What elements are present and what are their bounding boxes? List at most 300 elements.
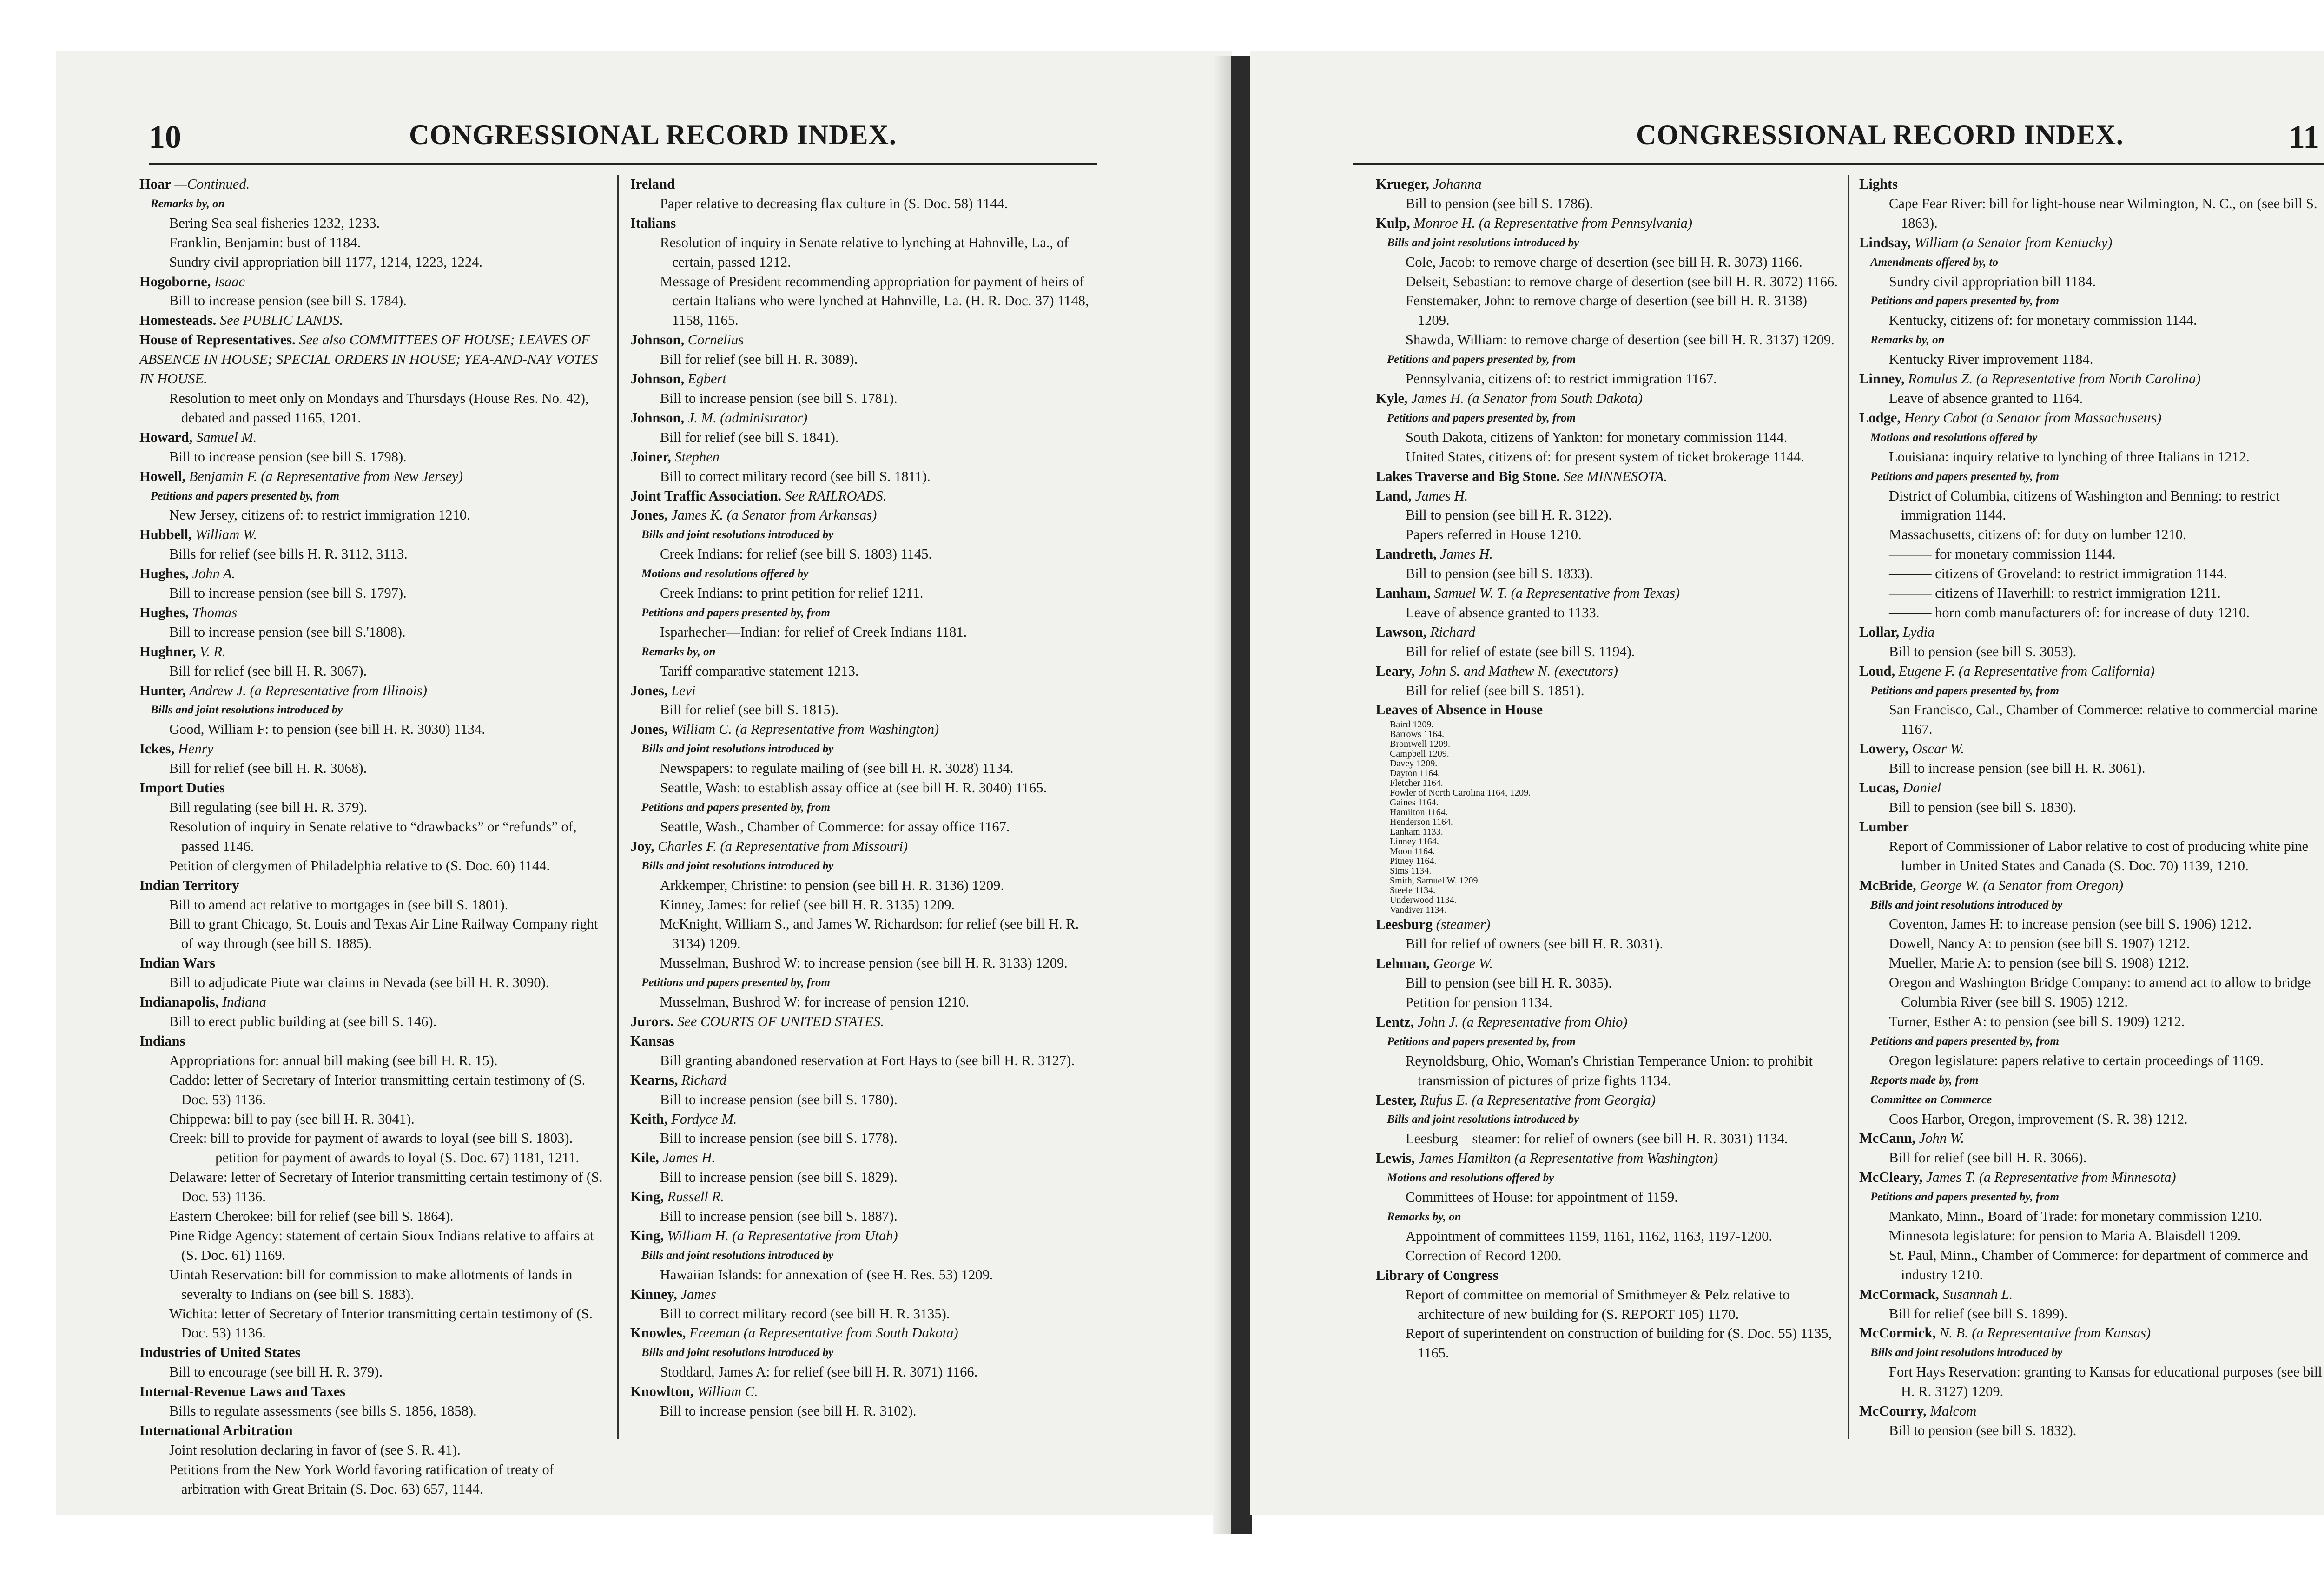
index-entry xyxy=(139,330,609,428)
entry-line: Hawaiian Islands: for annexation of (see H. Res. 53) 1209. xyxy=(660,1266,993,1283)
entry-heading xyxy=(630,1032,1100,1051)
subheading: Bills and joint resolutions introduced by xyxy=(641,1346,834,1359)
entry-line: Petition for pension 1134. xyxy=(1406,995,1552,1010)
entry-line: Oregon legislature: papers relative to certain proceedings of 1169. xyxy=(1889,1052,2264,1068)
entry-line: Seattle, Wash., Chamber of Commerce: for assay office 1167. xyxy=(660,818,1010,835)
entry-line: McKnight, William S., and James W. Richardson: for relief (see bill H. R. 3134) 1209. xyxy=(660,916,1079,952)
header-rule xyxy=(149,163,1097,165)
index-entry xyxy=(1376,175,1845,214)
entry-heading xyxy=(630,681,1100,701)
subheading: Amendments offered by, to xyxy=(1870,256,1998,269)
entry-heading xyxy=(1859,739,2324,759)
entry-heading xyxy=(139,311,609,330)
entry-descriptor: James T. (a Representative from Minnesota) xyxy=(1926,1169,2176,1186)
entry-descriptor: James H. (a Senator from South Dakota) xyxy=(1411,390,1643,406)
entry-line: St. Paul, Minn., Chamber of Commerce: for department of commerce and industry 1210. xyxy=(1889,1247,2308,1283)
entry-line: New Jersey, citizens of: to restrict immigration 1210. xyxy=(169,507,470,523)
subheading: Petitions and papers presented by, from xyxy=(1870,1191,2060,1204)
entry-name: Kearns, xyxy=(630,1072,678,1088)
entry-line: Bill to pension (see bill S. 3053). xyxy=(1889,643,2077,659)
entry-heading xyxy=(139,467,609,487)
book-spine xyxy=(1231,56,1252,1534)
entry-heading xyxy=(1859,1324,2324,1343)
index-entry xyxy=(1859,1285,2324,1324)
entry-line: Stoddard, James A: for relief (see bill H. R. 3071) 1166. xyxy=(660,1364,978,1380)
entry-heading xyxy=(139,272,609,292)
entry-heading xyxy=(1859,369,2324,389)
entry-line: Bill to grant Chicago, St. Louis and Texas Air Line Railway Company right of way through (see bill S. 1885). xyxy=(169,916,598,952)
entry-line: Fort Hays Reservation: granting to Kansas for educational purposes (see bill H. R. 3127) 1209. xyxy=(1889,1364,2322,1400)
entry-line: Bill to pension (see bill S. 1832). xyxy=(1889,1423,2077,1438)
leave-item: Linney 1164. xyxy=(1390,837,1439,847)
entry-line: Resolution of inquiry in Senate relative to lynching at Hahnville, La., of certain, passed 1212. xyxy=(660,234,1069,270)
leave-item: Davey 1209. xyxy=(1390,758,1438,769)
entry-name: Lowery, xyxy=(1859,741,1908,757)
index-entry xyxy=(1376,467,1845,487)
entry-heading xyxy=(1376,467,1845,487)
entry-name: Indian Territory xyxy=(139,877,239,893)
leave-item: Baird 1209. xyxy=(1390,719,1434,730)
index-entry xyxy=(1376,623,1845,662)
entry-line: Petitions from the New York World favoring ratification of treaty of arbitration with Great Britain (S. Doc. 63) 657, 1144. xyxy=(169,1461,554,1497)
entry-descriptor: See COURTS OF UNITED STATES. xyxy=(677,1013,884,1029)
entry-line: Kinney, James: for relief (see bill H. R. 3135) 1209. xyxy=(660,896,955,913)
entry-heading xyxy=(139,739,609,759)
entry-descriptor: Charles F. (a Representative from Missouri) xyxy=(658,838,908,854)
entry-line: Report of committee on memorial of Smithmeyer & Pelz relative to architecture of new building for (S. REPORT 105) 1170. xyxy=(1406,1286,1790,1322)
index-entry xyxy=(139,467,609,526)
entry-name: Lucas, xyxy=(1859,780,1899,796)
subheading: Motions and resolutions offered by xyxy=(641,567,809,580)
entry-descriptor: John A. xyxy=(192,566,236,582)
entry-heading xyxy=(1376,545,1845,564)
index-entry xyxy=(630,1032,1100,1071)
entry-heading xyxy=(630,1110,1100,1129)
entry-line: Caddo: letter of Secretary of Interior transmitting certain testimony of (S. Doc. 53) 1136. xyxy=(169,1072,586,1107)
entry-descriptor: Rufus E. (a Representative from Georgia) xyxy=(1420,1092,1656,1108)
index-entry xyxy=(139,1032,609,1344)
subheading: Remarks by, on xyxy=(151,197,225,210)
entry-name: Italians xyxy=(630,215,676,231)
index-entry xyxy=(1859,233,2324,369)
subheading: Bills and joint resolutions introduced by xyxy=(1870,1346,2063,1359)
entry-name: Johnson, xyxy=(630,371,685,387)
entry-line: Cole, Jacob: to remove charge of desertion (see bill H. R. 3073) 1166. xyxy=(1406,254,1802,270)
subheading: Petitions and papers presented by, from xyxy=(1387,1035,1576,1048)
entry-heading xyxy=(630,1187,1100,1207)
entry-name: Howard, xyxy=(139,429,193,445)
index-entry xyxy=(1376,545,1845,584)
entry-descriptor: Samuel M. xyxy=(196,429,257,445)
index-entry xyxy=(1376,1149,1845,1265)
entry-name: Lodge, xyxy=(1859,409,1901,426)
entry-name: Lollar, xyxy=(1859,624,1900,640)
entry-line: Bill for relief (see bill S. 1815). xyxy=(660,702,839,718)
entry-line: Musselman, Bushrod W: to increase pension (see bill H. R. 3133) 1209. xyxy=(660,955,1068,971)
entry-name: McCormick, xyxy=(1859,1325,1936,1341)
index-entry xyxy=(1859,876,2324,1129)
entry-heading xyxy=(139,428,609,448)
entry-heading xyxy=(139,778,609,798)
index-entry xyxy=(139,428,609,467)
index-entry xyxy=(139,1382,609,1421)
entry-heading xyxy=(1376,1091,1845,1110)
index-entry xyxy=(630,330,1100,369)
entry-line: Bills to regulate assessments (see bills S. 1856, 1858). xyxy=(169,1403,477,1419)
entry-line: ——— horn comb manufacturers of: for increase of duty 1210. xyxy=(1889,604,2250,620)
index-entry xyxy=(139,525,609,564)
index-entry xyxy=(630,1110,1100,1149)
entry-descriptor: Monroe H. (a Representative from Pennsylvania) xyxy=(1413,215,1693,231)
entry-line: Bill for relief of owners (see bill H. R. 3031). xyxy=(1406,936,1663,952)
entry-line: Bill granting abandoned reservation at Fort Hays to (see bill H. R. 3127). xyxy=(660,1052,1075,1068)
entry-descriptor: See MINNESOTA. xyxy=(1563,468,1667,484)
entry-descriptor: Lydia xyxy=(1902,624,1935,640)
entry-name: Land, xyxy=(1376,487,1412,504)
entry-name: Industries of United States xyxy=(139,1344,301,1361)
entry-line: Bill to increase pension (see bill S. 1829). xyxy=(660,1169,898,1186)
subheading: Motions and resolutions offered by xyxy=(1870,431,2038,444)
entry-line: Bill to pension (see bill S. 1786). xyxy=(1406,195,1593,211)
entry-line: District of Columbia, citizens of Washington and Benning: to restrict immigration 1144. xyxy=(1889,487,2280,523)
entry-name: Library of Congress xyxy=(1376,1267,1499,1283)
index-entry xyxy=(1859,408,2324,623)
index-entry xyxy=(630,487,1100,506)
entry-line: ——— citizens of Haverhill: to restrict immigration 1211. xyxy=(1889,585,2221,601)
entry-line: Bill for relief of estate (see bill S. 1194). xyxy=(1406,643,1635,659)
subheading: Petitions and papers presented by, from xyxy=(1387,353,1576,366)
entry-line: Bill for relief (see bill S. 1899). xyxy=(1889,1305,2068,1322)
index-entry xyxy=(139,1343,609,1382)
index-entry xyxy=(630,214,1100,330)
entry-name: Loud, xyxy=(1859,663,1895,679)
index-entry xyxy=(1859,662,2324,740)
entry-descriptor: Susannah L. xyxy=(1942,1286,2013,1302)
entry-line: Message of President recommending appropriation for payment of heirs of certain Italians who were lynched at Hahnville, La. (H. R. Doc. 37) 1148, 1158, 1165. xyxy=(660,273,1089,329)
subheading: Petitions and papers presented by, from xyxy=(641,606,831,619)
entry-line: Bills for relief (see bills H. R. 3112, 3113. xyxy=(169,546,408,562)
entry-descriptor: —Continued. xyxy=(174,176,250,192)
entry-line: Bill for relief (see bill H. R. 3089). xyxy=(660,351,858,368)
entry-descriptor: William C. xyxy=(697,1383,758,1400)
leave-item: Sims 1134. xyxy=(1390,866,1432,876)
entry-name: Hunter, xyxy=(139,682,186,698)
entry-line: Massachusetts, citizens of: for duty on lumber 1210. xyxy=(1889,527,2186,543)
entry-name: Lewis, xyxy=(1376,1150,1415,1166)
entry-line: Bill to amend act relative to mortgages in (see bill S. 1801). xyxy=(169,896,508,913)
entry-line: Bering Sea seal fisheries 1232, 1233. xyxy=(169,215,380,231)
leave-item: Gaines 1164. xyxy=(1390,797,1439,808)
leave-item: Fletcher 1164. xyxy=(1390,778,1443,789)
entry-descriptor: Daniel xyxy=(1902,780,1941,796)
index-entry xyxy=(1859,623,2324,662)
entry-heading xyxy=(1376,915,1845,935)
entry-name: Hubbell, xyxy=(139,527,192,543)
entry-line: San Francisco, Cal., Chamber of Commerce: relative to commercial marine 1167. xyxy=(1889,702,2317,738)
index-column xyxy=(1376,175,1845,1363)
entry-name: International Arbitration xyxy=(139,1423,293,1438)
entry-name: Hughes, xyxy=(139,604,189,620)
entry-name: Leaves of Absence in House xyxy=(1376,702,1543,718)
entry-heading xyxy=(139,642,609,662)
entry-name: Jones, xyxy=(630,682,668,698)
index-entry xyxy=(630,837,1100,1012)
entry-descriptor: Cornelius xyxy=(687,332,744,348)
entry-line: Bill to increase pension (see bill S. 1797). xyxy=(169,585,407,601)
index-entry xyxy=(1859,1324,2324,1402)
entry-descriptor: See also COMMITTEES OF HOUSE; LEAVES OF ABSENCE IN HOUSE; SPECIAL ORDERS IN HOUSE; YEA-AND-NAY VOTES IN HOUSE. xyxy=(139,332,598,387)
entry-heading xyxy=(630,487,1100,506)
index-entry xyxy=(1859,1168,2324,1284)
subheading: Petitions and papers presented by, from xyxy=(1870,684,2060,697)
entry-heading xyxy=(1376,389,1845,408)
entry-descriptor: James H. xyxy=(662,1150,715,1166)
entry-line: Cape Fear River: bill for light-house near Wilmington, N. C., on (see bill S. 1863). xyxy=(1889,195,2317,231)
entry-heading xyxy=(630,720,1100,739)
index-entry xyxy=(630,1148,1100,1187)
entry-descriptor: (steamer) xyxy=(1436,916,1491,933)
entry-descriptor: William H. (a Representative from Utah) xyxy=(667,1227,898,1244)
entry-name: Lumber xyxy=(1859,818,1909,835)
entry-heading xyxy=(139,525,609,545)
entry-line: Pennsylvania, citizens of: to restrict immigration 1167. xyxy=(1406,371,1717,387)
entry-line: Bill to encourage (see bill H. R. 379). xyxy=(169,1364,383,1380)
entry-descriptor: Egbert xyxy=(687,371,726,387)
entry-name: Kile, xyxy=(630,1150,659,1166)
subheading: Remarks by, on xyxy=(641,645,716,658)
entry-heading xyxy=(1859,1168,2324,1187)
entry-line: Delaware: letter of Secretary of Interior transmitting certain testimony of (S. Doc. 53) 1136. xyxy=(169,1169,603,1205)
entry-descriptor: Henry xyxy=(178,741,214,757)
right-page-header xyxy=(1353,74,2324,163)
index-column xyxy=(630,175,1100,1421)
entry-name: Lester, xyxy=(1376,1092,1417,1108)
entry-name: Lanham, xyxy=(1376,585,1431,601)
subheading: Bills and joint resolutions introduced by xyxy=(1387,236,1579,249)
entry-descriptor: V. R. xyxy=(199,643,226,659)
entry-descriptor: Thomas xyxy=(192,604,238,620)
entry-line: Good, William F: to pension (see bill H. R. 3030) 1134. xyxy=(169,721,485,738)
entry-line: Leesburg—steamer: for relief of owners (see bill H. R. 3031) 1134. xyxy=(1406,1131,1788,1147)
entry-line: Creek Indians: for relief (see bill S. 1803) 1145. xyxy=(660,546,932,562)
entry-name: Joiner, xyxy=(630,448,671,465)
entry-line: Leave of absence granted to 1133. xyxy=(1406,604,1600,620)
entry-descriptor: Richard xyxy=(681,1072,727,1088)
index-entry xyxy=(1859,778,2324,817)
entry-heading xyxy=(1376,1013,1845,1032)
entry-heading xyxy=(1859,1402,2324,1421)
entry-line: Bill to increase pension (see bill H. R. 3061). xyxy=(1889,760,2146,777)
entry-line: Sundry civil appropriation bill 1184. xyxy=(1889,273,2096,290)
entry-name: Indianapolis, xyxy=(139,994,219,1010)
entry-name: Joy, xyxy=(630,838,654,854)
entry-name: Kinney, xyxy=(630,1286,677,1302)
entry-line: Bill for relief (see bill H. R. 3068). xyxy=(169,760,367,777)
index-entry xyxy=(630,1382,1100,1421)
entry-line: Bill to erect public building at (see bill S. 146). xyxy=(169,1013,437,1029)
entry-name: Knowles, xyxy=(630,1325,686,1341)
page-title: CONGRESSIONAL RECORD INDEX. xyxy=(1636,119,2124,150)
entry-descriptor: John W. xyxy=(1919,1130,1964,1146)
entry-line: United States, citizens of: for present system of ticket brokerage 1144. xyxy=(1406,448,1804,465)
index-entry xyxy=(1376,1266,1845,1363)
entry-line: Isparhecher—Indian: for relief of Creek Indians 1181. xyxy=(660,624,967,640)
entry-name: Lehman, xyxy=(1376,955,1430,972)
entry-name: Joint Traffic Association. xyxy=(630,487,782,504)
entry-line: Bill regulating (see bill H. R. 379). xyxy=(169,799,368,815)
entry-name: Kulp, xyxy=(1376,215,1410,231)
entry-line: Franklin, Benjamin: bust of 1184. xyxy=(169,234,361,250)
index-column xyxy=(1859,175,2324,1441)
index-entry xyxy=(1859,817,2324,876)
index-entry xyxy=(1859,1402,2324,1441)
entry-line: Resolution to meet only on Mondays and Thursdays (House Res. No. 42), debated and passed 1165, 1201. xyxy=(169,390,589,426)
entry-name: Johnson, xyxy=(630,332,685,348)
entry-descriptor: Johanna xyxy=(1433,176,1482,192)
entry-heading xyxy=(630,214,1100,233)
index-entry xyxy=(139,1421,609,1499)
index-entry xyxy=(1376,389,1845,467)
entry-name: Ickes, xyxy=(139,741,175,757)
entry-descriptor: Romulus Z. (a Representative from North Carolina) xyxy=(1908,371,2201,387)
index-entry xyxy=(1859,369,2324,408)
entry-name: House of Representatives. xyxy=(139,332,296,348)
entry-name: Keith, xyxy=(630,1111,668,1127)
entry-heading xyxy=(1859,233,2324,253)
entry-line: Bill to increase pension (see bill H. R. 3102). xyxy=(660,1403,917,1419)
entry-line: Arkkemper, Christine: to pension (see bill H. R. 3136) 1209. xyxy=(660,877,1004,893)
entry-line: Sundry civil appropriation bill 1177, 1214, 1223, 1224. xyxy=(169,254,483,270)
entry-line: Kentucky, citizens of: for monetary commission 1144. xyxy=(1889,312,2197,329)
entry-heading xyxy=(1376,584,1845,603)
entry-line: Bill for relief (see bill S. 1841). xyxy=(660,429,839,445)
index-entry xyxy=(139,876,609,954)
entry-name: Lakes Traverse and Big Stone. xyxy=(1376,468,1560,484)
entry-heading xyxy=(630,506,1100,525)
leave-item: Moon 1164. xyxy=(1390,846,1435,857)
subheading: Bills and joint resolutions introduced by xyxy=(151,704,343,717)
entry-heading xyxy=(139,681,609,701)
entry-name: Import Duties xyxy=(139,780,225,796)
leave-item: Steele 1134. xyxy=(1390,885,1436,896)
column-divider xyxy=(1848,175,1849,1439)
entry-name: Krueger, xyxy=(1376,176,1429,192)
index-entry xyxy=(1376,700,1845,915)
leave-item: Hamilton 1164. xyxy=(1390,807,1448,818)
entry-descriptor: William W. xyxy=(195,527,257,543)
leave-item: Underwood 1134. xyxy=(1390,895,1457,906)
entry-line: ——— for monetary commission 1144. xyxy=(1889,546,2116,562)
entry-heading xyxy=(1859,662,2324,681)
entry-heading xyxy=(139,876,609,896)
entry-heading xyxy=(139,954,609,973)
index-column xyxy=(139,175,609,1499)
entry-descriptor: Andrew J. (a Representative from Illinois) xyxy=(189,682,427,698)
subheading: Bills and joint resolutions introduced by xyxy=(641,1249,834,1262)
entry-name: Indians xyxy=(139,1033,185,1049)
entry-line: Appropriations for: annual bill making (see bill H. R. 15). xyxy=(169,1052,498,1068)
entry-line: Shawda, William: to remove charge of desertion (see bill H. R. 3137) 1209. xyxy=(1406,332,1835,348)
entry-descriptor: Stephen xyxy=(674,448,720,465)
entry-name: Kyle, xyxy=(1376,390,1408,406)
entry-heading xyxy=(1859,876,2324,896)
entry-heading xyxy=(630,1324,1100,1343)
entry-line: Mankato, Minn., Board of Trade: for monetary commission 1210. xyxy=(1889,1208,2263,1225)
entry-heading xyxy=(1376,954,1845,974)
entry-heading xyxy=(139,175,609,194)
entry-heading xyxy=(630,448,1100,467)
entry-line: Tariff comparative statement 1213. xyxy=(660,663,859,679)
entry-heading xyxy=(139,330,609,389)
entry-heading xyxy=(1859,623,2324,642)
index-entry xyxy=(139,954,609,993)
entry-name: McCleary, xyxy=(1859,1169,1923,1186)
entry-descriptor: Henry Cabot (a Senator from Massachusetts) xyxy=(1904,409,2162,426)
entry-descriptor: William (a Senator from Kentucky) xyxy=(1914,234,2113,250)
page-title: CONGRESSIONAL RECORD INDEX. xyxy=(409,119,897,150)
entry-heading xyxy=(630,330,1100,350)
leave-item: Campbell 1209. xyxy=(1390,749,1449,759)
entry-heading xyxy=(1859,1285,2324,1304)
leave-item: Barrows 1164. xyxy=(1390,729,1445,740)
entry-line: Bill to correct military record (see bill S. 1811). xyxy=(660,468,931,484)
subheading: Reports made by, from xyxy=(1870,1074,1979,1087)
entry-line: Petition of clergymen of Philadelphia relative to (S. Doc. 60) 1144. xyxy=(169,857,550,874)
entry-descriptor: See PUBLIC LANDS. xyxy=(219,312,343,329)
entry-line: Committees of House: for appointment of 1159. xyxy=(1406,1189,1678,1205)
entry-line: Bill for relief (see bill H. R. 3067). xyxy=(169,663,367,679)
entry-line: Coos Harbor, Oregon, improvement (S. R. 38) 1212. xyxy=(1889,1111,2188,1127)
entry-line: Creek Indians: to print petition for relief 1211. xyxy=(660,585,924,601)
entry-name: Ireland xyxy=(630,176,675,192)
entry-descriptor: James H. xyxy=(1440,546,1493,562)
entry-line: Delseit, Sebastian: to remove charge of desertion (see bill H. R. 3072) 1166. xyxy=(1406,273,1838,290)
index-entry xyxy=(139,272,609,311)
entry-line: Bill to increase pension (see bill S.'1808). xyxy=(169,624,406,640)
index-entry xyxy=(630,1285,1100,1324)
entry-heading xyxy=(630,175,1100,194)
entry-line: Bill to increase pension (see bill S. 1784). xyxy=(169,293,407,309)
index-entry xyxy=(139,739,609,778)
index-entry xyxy=(139,778,609,876)
index-entry xyxy=(139,681,609,740)
entry-heading xyxy=(1376,175,1845,194)
index-entry xyxy=(1376,214,1845,389)
entry-heading xyxy=(1376,700,1845,720)
entry-heading xyxy=(630,837,1100,856)
entry-line: Creek: bill to provide for payment of awards to loyal (see bill S. 1803). xyxy=(169,1130,573,1146)
entry-descriptor: Benjamin F. (a Representative from New Jersey) xyxy=(189,468,463,484)
entry-line: Bill to increase pension (see bill S. 1887). xyxy=(660,1208,898,1225)
subheading: Petitions and papers presented by, from xyxy=(1870,295,2060,308)
entry-name: Johnson, xyxy=(630,409,685,426)
index-entry xyxy=(630,1324,1100,1382)
index-entry xyxy=(139,564,609,603)
leave-item: Pitney 1164. xyxy=(1390,856,1437,867)
index-entry xyxy=(630,1226,1100,1285)
entry-line: Kentucky River improvement 1184. xyxy=(1889,351,2093,368)
entry-name: King, xyxy=(630,1227,664,1244)
entry-name: Homesteads. xyxy=(139,312,217,329)
entry-heading xyxy=(139,1382,609,1402)
entry-heading xyxy=(630,369,1100,389)
entry-name: McBride, xyxy=(1859,877,1916,893)
entry-heading xyxy=(139,1343,609,1363)
subheading: Bills and joint resolutions introduced by xyxy=(641,528,834,541)
entry-name: Internal-Revenue Laws and Taxes xyxy=(139,1383,346,1400)
index-entry xyxy=(630,681,1100,720)
entry-descriptor: J. M. (administrator) xyxy=(687,409,808,426)
